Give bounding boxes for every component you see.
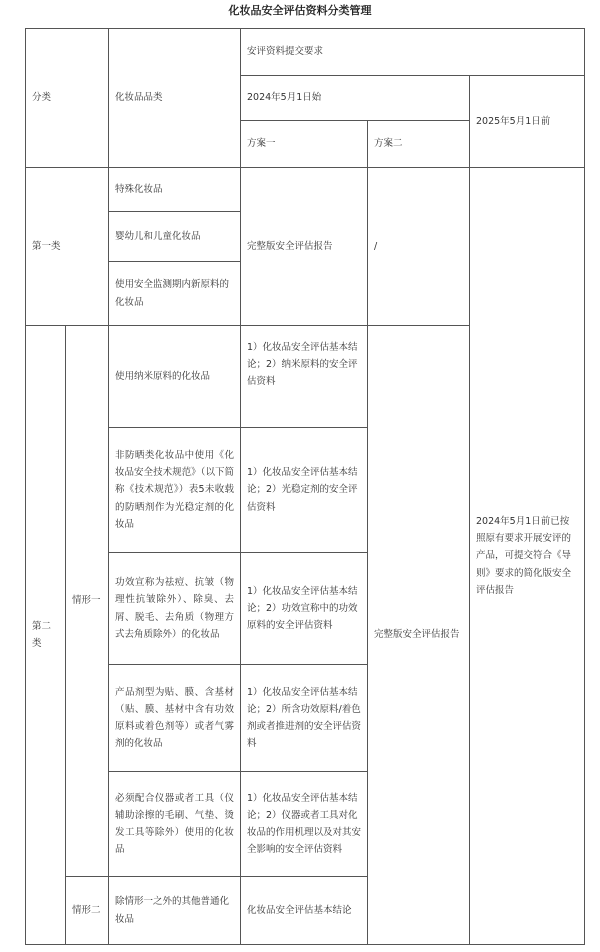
case-one-product: 必须配合仪器或者工具（仪辅助涂擦的毛刷、气垫、烫发工具等除外）使用的化妆品 [115, 792, 234, 856]
header-plan-two-label: 方案二 [374, 138, 403, 150]
document-title: 化妆品安全评估资料分类管理 [228, 4, 372, 17]
header-plan-two-cell [367, 120, 470, 168]
class-one-item: 婴幼儿和儿童化妆品 [115, 230, 201, 242]
class-one-plan-two-cell [367, 167, 470, 326]
case-one-label: 情形一 [72, 595, 101, 607]
header-requirements-label: 安评资料提交要求 [247, 46, 324, 58]
case-two-plan-one-cell [240, 876, 368, 945]
before-date-note-cell [469, 167, 585, 945]
header-category-label: 分类 [32, 92, 52, 104]
class-two-label: 第二类 [32, 620, 52, 649]
case-one-plan-one-cell [240, 771, 368, 877]
case-two-label-cell [65, 876, 109, 945]
case-two-plan-one: 化妆品安全评估基本结论 [247, 904, 352, 916]
case-two-product-cell [108, 876, 241, 945]
case-one-product: 产品剂型为贴、膜、含基材（贴、膜、基材中含有功效原料或着色剂等）或者气雾剂的化妆品 [115, 686, 234, 750]
header-requirements-cell [240, 28, 585, 76]
case-one-product: 非防晒类化妆品中使用《化妆品安全技术规范》（以下简称《技术规范》）表5未收载的防晒剂作为光稳定剂的化妆品 [115, 449, 234, 530]
class-one-item-cell [108, 261, 241, 326]
class-one-label-cell [25, 167, 109, 326]
case-one-plan-one: 1）化妆品安全评估基本结论；2）所含功效原料/着色剂或者推进剂的安全评估资料 [247, 686, 362, 750]
case-one-product-cell [108, 325, 241, 428]
case-one-plan-one: 1）化妆品安全评估基本结论；2）纳米原料的安全评估资料 [247, 342, 358, 388]
class-one-label: 第一类 [32, 240, 61, 252]
class-one-plan-one: 完整版安全评估报告 [247, 240, 333, 252]
case-one-plan-one-cell [240, 325, 368, 428]
header-plan-one-cell [240, 120, 368, 168]
case-one-plan-one: 1）化妆品安全评估基本结论；2）仪器或者工具对化妆品的作用机理以及对其安全影响的安全评估资料 [247, 792, 362, 856]
case-two-label: 情形二 [72, 904, 101, 916]
class-one-plan-two: / [374, 240, 378, 252]
header-product-type-label: 化妆品品类 [115, 92, 163, 104]
case-one-plan-one: 1）化妆品安全评估基本结论；2）功效宣称中的功效原料的安全评估资料 [247, 585, 358, 632]
case-one-product: 功效宣称为祛痘、抗皱（物理性抗皱除外）、除臭、去屑、脱毛、去角质（物理方式去角质除外）的化妆品 [115, 577, 234, 640]
class-one-item-cell [108, 167, 241, 212]
class-one-plan-one-cell [240, 167, 368, 326]
class-one-item: 使用安全监测期内新原料的化妆品 [115, 279, 230, 308]
class-two-plan-two-cell [367, 325, 470, 945]
header-product-type-cell [108, 28, 241, 168]
case-one-product-cell [108, 664, 241, 772]
class-one-item: 特殊化妆品 [115, 183, 163, 195]
before-date-note: 2024年5月1日前已按照原有要求开展安评的产品，可提交符合《导则》要求的简化版安全评估报告 [476, 515, 572, 596]
case-one-plan-one-cell [240, 552, 368, 665]
header-category-cell [25, 28, 109, 168]
header-from-date-label: 2024年5月1日始 [247, 92, 322, 104]
case-one-product-cell [108, 552, 241, 665]
case-one-product: 使用纳米原料的化妆品 [115, 370, 211, 382]
case-two-product: 除情形一之外的其他普通化妆品 [115, 896, 230, 925]
case-one-product-cell [108, 427, 241, 553]
header-from-date-cell [240, 75, 470, 121]
case-one-label-cell [65, 325, 109, 877]
class-two-plan-two: 完整版安全评估报告 [374, 629, 460, 641]
case-one-plan-one: 1）化妆品安全评估基本结论；2）光稳定剂的安全评估资料 [247, 467, 358, 513]
case-one-plan-one-cell [240, 427, 368, 553]
class-one-item-cell [108, 211, 241, 262]
class-two-label-cell [25, 325, 66, 945]
header-before-date-cell [469, 75, 585, 168]
case-one-product-cell [108, 771, 241, 877]
header-plan-one-label: 方案一 [247, 138, 276, 150]
header-before-date-label: 2025年5月1日前 [476, 115, 551, 127]
case-one-plan-one-cell [240, 664, 368, 772]
